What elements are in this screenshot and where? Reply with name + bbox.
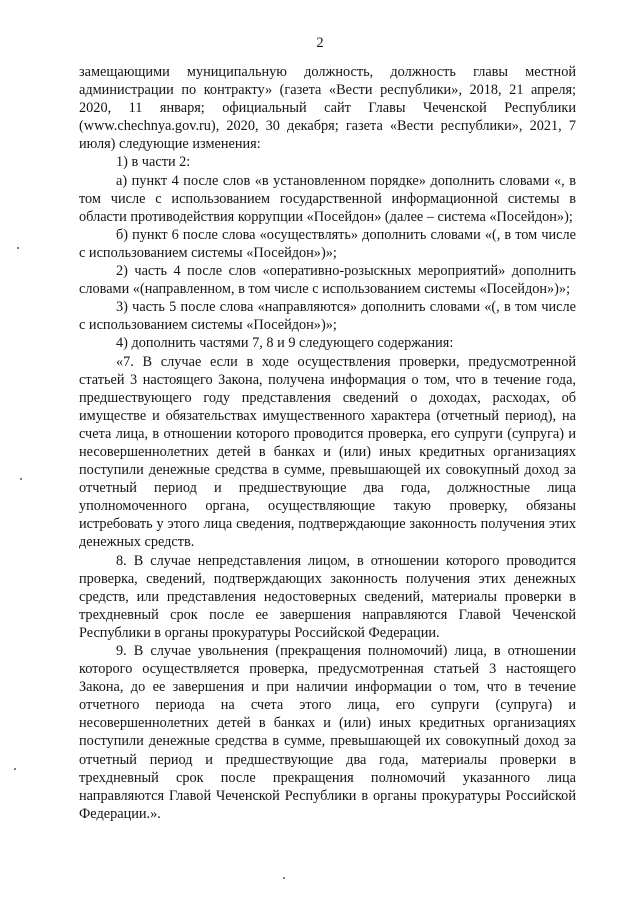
paragraph-new-part-7: «7. В случае если в ходе осуществления проверки, предусмотренной статьей 3 настоящего Закона, получена информация о том, что в течение года, предшествующего году представления сведений о доходах, расходах, об имуществе и обязательствах имущественного характера (отчетный период), на счета лица, в отношении которого проводится проверка, его супруги (супруга) и несовершеннолетних детей в банках и (или) иных кредитных организациях поступили денежные средства в сумме, превышающей их совокупный доход за отчетный период и предшествующие два года, должностные лица уполномоченного органа, осуществляющие такую проверку, обязаны истребовать у этого лица сведения, подтверждающие законность получения этих денежных средств. bbox=[79, 353, 576, 551]
scan-speck bbox=[283, 877, 285, 879]
paragraph-item-add-parts: 4) дополнить частями 7, 8 и 9 следующего содержания: bbox=[116, 335, 454, 352]
paragraph-item-part5: 3) часть 5 после слова «направляются» дополнить словами «(, в том числе с использованием системы «Посейдон»)»; bbox=[79, 299, 576, 334]
paragraph-item-part2: 1) в части 2: bbox=[116, 154, 191, 171]
paragraph-new-part-8: 8. В случае непредставления лицом, в отношении которого проводится проверка, сведений, подтверждающих законность получения этих денежных средств, или представления недостоверных сведений, материалы проверки в трехдневный срок после ее завершения направляются Главой Чеченской Республики в органы прокуратуры Российской Федерации. bbox=[79, 552, 576, 641]
paragraph-intro: замещающими муниципальную должность, должность главы местной администрации по контракту» (газета «Вести республики», 2018, 21 апреля; 2020, 11 января; официальный сайт Главы Чеченской Республики (www.chechnya.gov.ru), 2020, 30 декабря; газета «Вести республики», 2021, 7 июля) следующие изменения: bbox=[79, 64, 576, 153]
scan-speck bbox=[20, 478, 22, 480]
paragraph-new-part-9: 9. В случае увольнения (прекращения полномочий) лица, в отношении которого осуществляется проверка, предусмотренная статьей 3 настоящего Закона, до ее завершения и при наличии информации о том, что в течение отчетного периода на счета этого лица, его супруги (супруга) и несовершеннолетних детей в банках и (или) иных кредитных организациях поступили денежные средства в сумме, превышающей их совокупный доход за отчетный период и предшествующие два года, материалы проверки в трехдневный срок после прекращения полномочий указанного лица направляются Главой Чеченской Республики в органы прокуратуры Российской Федерации.». bbox=[79, 643, 576, 822]
paragraph-subitem-a: а) пункт 4 после слов «в установленном порядке» дополнить словами «, в том числе с использованием государственной информационной системы в области противодействия коррупции «Посейдон» (далее – система «Посейдон»); bbox=[79, 172, 576, 225]
document-body bbox=[79, 63, 576, 823]
paragraph-subitem-b: б) пункт 6 после слова «осуществлять» дополнить словами «(, в том числе с использованием системы «Посейдон»)»; bbox=[79, 226, 576, 261]
paragraph-item-part4: 2) часть 4 после слов «оперативно-розыскных мероприятий» дополнить словами «(направленном, в том числе с использованием системы «Посейдон»)»; bbox=[79, 263, 576, 298]
page-number: 2 bbox=[316, 35, 324, 51]
scan-speck bbox=[14, 768, 16, 770]
scan-speck bbox=[17, 247, 19, 249]
